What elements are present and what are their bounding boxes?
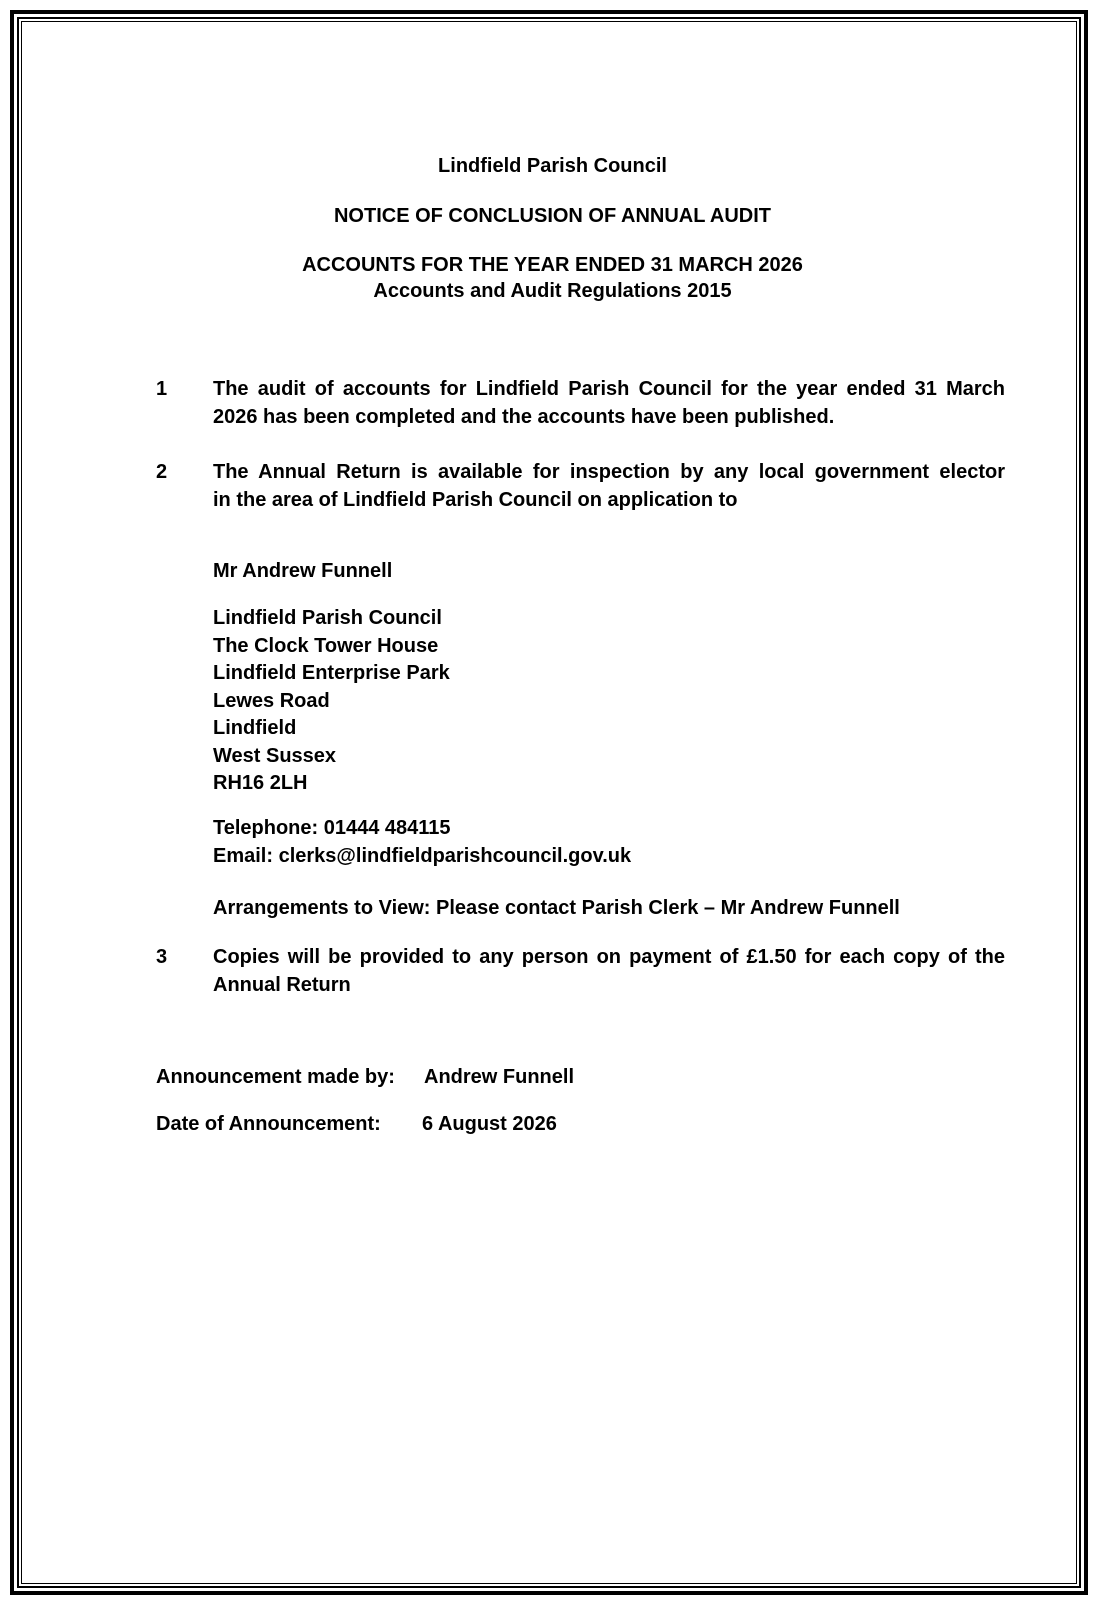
item-number: 3 xyxy=(156,946,168,968)
notice-title: NOTICE OF CONCLUSION OF ANNUAL AUDIT xyxy=(333,205,772,227)
item-1-text xyxy=(213,375,1005,431)
contact-name: Mr Andrew Funnell xyxy=(213,560,393,582)
address-line: Lindfield Parish Council xyxy=(213,607,442,629)
item-3-line-2: Annual Return xyxy=(213,974,351,996)
item-2-line-2: in the area of Lindfield Parish Council on application to xyxy=(213,489,738,511)
address-line: Lindfield xyxy=(213,717,297,739)
item-1-line-1: The audit of accounts for Lindfield Parish Council for the year ended 31 March xyxy=(213,378,1005,400)
announcement-made-by-label: Announcement made by: xyxy=(156,1066,395,1088)
address-line: RH16 2LH xyxy=(213,772,308,794)
announcement-date-label: Date of Announcement: xyxy=(156,1113,381,1135)
address-line: Lewes Road xyxy=(213,689,330,712)
item-3-line-1: Copies will be provided to any person on payment of £1.50 for each copy of the xyxy=(213,946,1005,968)
address-line: The Clock Tower House xyxy=(213,634,439,657)
announcement-date-value: 6 August 2026 xyxy=(422,1113,557,1135)
contact-address xyxy=(213,605,450,798)
council-name: Lindfield Parish Council xyxy=(438,155,667,177)
item-1-line-2: 2026 has been completed and the accounts have been published. xyxy=(213,406,835,428)
item-3-text xyxy=(213,943,1005,999)
item-2-line-1: The Annual Return is available for inspection by any local government elector xyxy=(213,461,1005,483)
contact-details xyxy=(213,815,631,870)
regulations-heading: Accounts and Audit Regulations 2015 xyxy=(373,280,732,302)
address-line: Lindfield Enterprise Park xyxy=(213,662,450,684)
accounts-year-heading: ACCOUNTS FOR THE YEAR ENDED 31 MARCH 2026 xyxy=(302,254,803,276)
item-number: 2 xyxy=(156,461,168,483)
contact-telephone: Telephone: 01444 484115 xyxy=(213,817,451,839)
announcement-made-by-value: Andrew Funnell xyxy=(424,1066,574,1088)
contact-email: Email: clerks@lindfieldparishcouncil.gov.uk xyxy=(213,844,632,867)
viewing-arrangements: Arrangements to View: Please contact Parish Clerk – Mr Andrew Funnell xyxy=(213,897,900,919)
address-line: West Sussex xyxy=(213,744,337,767)
item-number: 1 xyxy=(156,378,168,400)
item-2-text xyxy=(213,458,1005,514)
